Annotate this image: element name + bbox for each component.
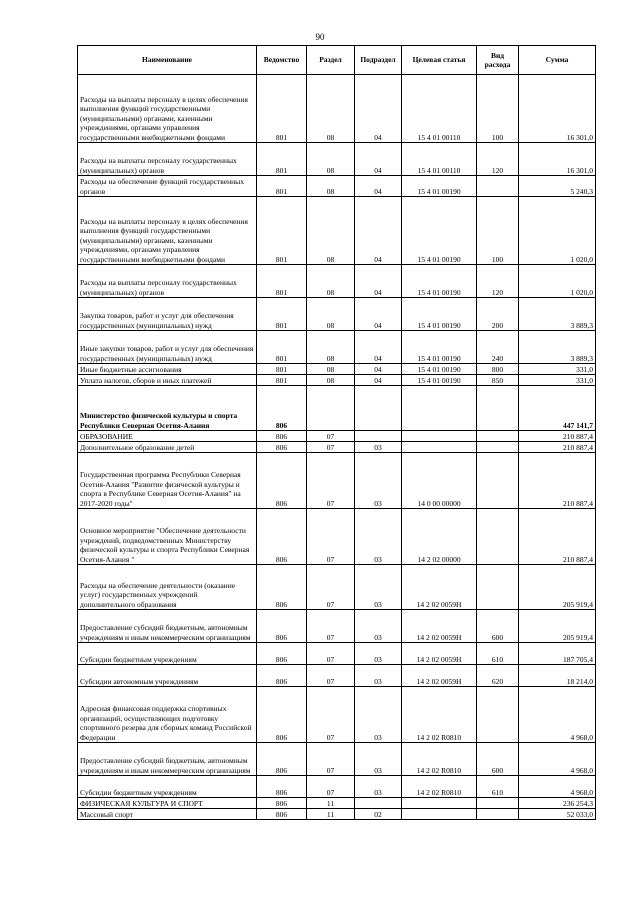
row-sum: 187 705,4 <box>519 643 596 665</box>
row-sum: 16 301,0 <box>519 75 596 143</box>
row-section: 07 <box>307 743 355 776</box>
header-section: Раздел <box>307 46 355 75</box>
row-target: 14 2 02 R0810 <box>402 743 477 776</box>
row-dept: 801 <box>257 197 307 265</box>
row-name: ФИЗИЧЕСКАЯ КУЛЬТУРА И СПОРТ <box>78 798 257 809</box>
row-name: Расходы на обеспечение деятельности (оказание услуг) государственных учреждений дополнительного образования <box>78 565 257 610</box>
row-target: 15 4 01 00190 <box>402 176 477 197</box>
row-subsection <box>355 386 402 431</box>
row-target <box>402 442 477 453</box>
row-dept: 801 <box>257 176 307 197</box>
row-type <box>477 809 519 820</box>
row-subsection: 04 <box>355 143 402 176</box>
row-section: 08 <box>307 176 355 197</box>
row-section: 08 <box>307 75 355 143</box>
row-dept: 806 <box>257 643 307 665</box>
row-sum: 4 968,0 <box>519 743 596 776</box>
page-number: 90 <box>315 32 325 42</box>
row-name: Предоставление субсидий бюджетным, автономным учреждениям и иным некоммерческим организациям <box>78 743 257 776</box>
row-type: 600 <box>477 743 519 776</box>
row-dept: 806 <box>257 809 307 820</box>
row-sum: 205 919,4 <box>519 565 596 610</box>
table-row <box>78 565 596 610</box>
row-sum: 210 887,4 <box>519 431 596 442</box>
row-dept: 806 <box>257 776 307 798</box>
row-subsection: 04 <box>355 331 402 364</box>
row-section: 11 <box>307 809 355 820</box>
table-row <box>78 442 596 453</box>
table-row <box>78 176 596 197</box>
row-subsection: 03 <box>355 565 402 610</box>
row-subsection: 03 <box>355 665 402 687</box>
row-target <box>402 386 477 431</box>
table-row <box>78 197 596 265</box>
row-dept: 806 <box>257 565 307 610</box>
table-row <box>78 809 596 820</box>
row-target: 14 2 02 0059Н <box>402 643 477 665</box>
row-sum: 331,0 <box>519 375 596 386</box>
row-sum: 1 020,0 <box>519 265 596 298</box>
row-target: 14 2 02 R0810 <box>402 776 477 798</box>
row-dept: 806 <box>257 665 307 687</box>
row-type <box>477 509 519 565</box>
row-section: 07 <box>307 442 355 453</box>
row-target: 15 4 01 00110 <box>402 143 477 176</box>
row-section: 07 <box>307 509 355 565</box>
row-dept: 806 <box>257 610 307 643</box>
row-sum: 16 301,0 <box>519 143 596 176</box>
row-name: Дополнительное образование детей <box>78 442 257 453</box>
row-name: Адресная финансовая поддержка спортивных организаций, осуществляющих подготовку спортивного резерва для сборных команд Российской Федерации <box>78 687 257 743</box>
row-sum: 331,0 <box>519 364 596 375</box>
row-target: 15 4 01 00190 <box>402 331 477 364</box>
row-section: 07 <box>307 687 355 743</box>
row-subsection: 03 <box>355 509 402 565</box>
row-dept: 806 <box>257 743 307 776</box>
table-row <box>78 75 596 143</box>
header-dept: Ведомство <box>257 46 307 75</box>
row-section: 08 <box>307 197 355 265</box>
row-section: 08 <box>307 265 355 298</box>
table-row <box>78 143 596 176</box>
row-target: 15 4 01 00190 <box>402 265 477 298</box>
row-type: 120 <box>477 265 519 298</box>
row-type <box>477 687 519 743</box>
row-section: 07 <box>307 431 355 442</box>
table-body <box>78 75 596 820</box>
row-name: Расходы на обеспечение функций государственных органов <box>78 176 257 197</box>
row-type <box>477 565 519 610</box>
row-sum: 210 887,4 <box>519 509 596 565</box>
row-target: 14 2 02 0059Н <box>402 610 477 643</box>
row-sum: 1 020,0 <box>519 197 596 265</box>
row-sum: 447 141,7 <box>519 386 596 431</box>
row-dept: 806 <box>257 687 307 743</box>
row-subsection <box>355 431 402 442</box>
table-row <box>78 610 596 643</box>
row-subsection: 04 <box>355 364 402 375</box>
table-row <box>78 509 596 565</box>
row-subsection: 03 <box>355 442 402 453</box>
row-name: Расходы на выплаты персоналу в целях обеспечения выполнения функций государственными (муниципальными) органами, казенными учреждениями, органами управления государственными внебюджетными фондами <box>78 197 257 265</box>
row-section: 08 <box>307 375 355 386</box>
row-name: Расходы на выплаты персоналу государственных (муниципальных) органов <box>78 143 257 176</box>
row-target <box>402 798 477 809</box>
table-row <box>78 643 596 665</box>
row-type <box>477 431 519 442</box>
row-sum: 4 968,0 <box>519 776 596 798</box>
row-section: 07 <box>307 565 355 610</box>
table-row <box>78 364 596 375</box>
row-type: 200 <box>477 298 519 331</box>
row-sum: 210 887,4 <box>519 453 596 509</box>
header-name: Наименование <box>78 46 257 75</box>
row-name: Закупка товаров, работ и услуг для обеспечения государственных (муниципальных) нужд <box>78 298 257 331</box>
row-name: Массовый спорт <box>78 809 257 820</box>
row-type: 120 <box>477 143 519 176</box>
row-name: Субсидии автономным учреждениям <box>78 665 257 687</box>
table-row <box>78 375 596 386</box>
row-sum: 3 889,3 <box>519 331 596 364</box>
row-name: Иные бюджетные ассигнования <box>78 364 257 375</box>
table-row <box>78 431 596 442</box>
row-subsection: 03 <box>355 743 402 776</box>
row-dept: 801 <box>257 298 307 331</box>
row-sum: 52 033,0 <box>519 809 596 820</box>
row-dept: 801 <box>257 364 307 375</box>
row-target: 15 4 01 00190 <box>402 375 477 386</box>
row-target: 15 4 01 00110 <box>402 75 477 143</box>
row-dept: 801 <box>257 331 307 364</box>
row-name: Уплата налогов, сборов и иных платежей <box>78 375 257 386</box>
row-name: Государственная программа Республики Северная Осетия-Алания "Развитие физической культуры и спорта в Республике Северная Осетия-Алания" на 2017-2020 годы" <box>78 453 257 509</box>
row-target: 14 2 02 R0810 <box>402 687 477 743</box>
row-type: 800 <box>477 364 519 375</box>
row-sum: 18 214,0 <box>519 665 596 687</box>
row-subsection: 03 <box>355 610 402 643</box>
row-target: 15 4 01 00190 <box>402 364 477 375</box>
header-subsection: Подраздел <box>355 46 402 75</box>
header-target: Целевая статья <box>402 46 477 75</box>
row-target: 15 4 01 00190 <box>402 197 477 265</box>
row-target <box>402 431 477 442</box>
row-subsection: 03 <box>355 643 402 665</box>
row-name: Министерство физической культуры и спорта Республики Северная Осетия-Алания <box>78 386 257 431</box>
row-type: 620 <box>477 665 519 687</box>
row-type <box>477 386 519 431</box>
row-dept: 806 <box>257 798 307 809</box>
table-row <box>78 687 596 743</box>
table-row <box>78 743 596 776</box>
row-dept: 801 <box>257 143 307 176</box>
row-dept: 806 <box>257 442 307 453</box>
row-name: ОБРАЗОВАНИЕ <box>78 431 257 442</box>
row-type: 610 <box>477 776 519 798</box>
row-target: 15 4 01 00190 <box>402 298 477 331</box>
row-section: 07 <box>307 776 355 798</box>
row-target <box>402 809 477 820</box>
header-sum: Сумма <box>519 46 596 75</box>
row-section: 08 <box>307 331 355 364</box>
row-name: Расходы на выплаты персоналу в целях обеспечения выполнения функций государственными (муниципальными) органами, казенными учреждениями, органами управления государственными внебюджетными фондами <box>78 75 257 143</box>
row-type <box>477 453 519 509</box>
row-type <box>477 798 519 809</box>
row-type: 850 <box>477 375 519 386</box>
row-dept: 801 <box>257 75 307 143</box>
row-subsection: 04 <box>355 375 402 386</box>
table-row <box>78 776 596 798</box>
row-subsection: 04 <box>355 265 402 298</box>
row-dept: 806 <box>257 431 307 442</box>
row-section: 11 <box>307 798 355 809</box>
row-sum: 205 919,4 <box>519 610 596 643</box>
row-section: 07 <box>307 610 355 643</box>
row-section: 07 <box>307 643 355 665</box>
row-subsection <box>355 798 402 809</box>
row-section: 08 <box>307 143 355 176</box>
row-name: Расходы на выплаты персоналу государственных (муниципальных) органов <box>78 265 257 298</box>
row-subsection: 04 <box>355 298 402 331</box>
row-type: 100 <box>477 75 519 143</box>
row-target: 14 0 00 00000 <box>402 453 477 509</box>
row-subsection: 02 <box>355 809 402 820</box>
table-row <box>78 386 596 431</box>
row-dept: 806 <box>257 453 307 509</box>
table-row <box>78 265 596 298</box>
row-target: 14 2 02 0059Н <box>402 665 477 687</box>
table-row <box>78 331 596 364</box>
row-section: 08 <box>307 298 355 331</box>
row-target: 14 2 02 0059Н <box>402 565 477 610</box>
budget-table <box>77 45 596 820</box>
row-target: 14 2 02 00000 <box>402 509 477 565</box>
table-row <box>78 453 596 509</box>
row-dept: 801 <box>257 375 307 386</box>
row-name: Иные закупки товаров, работ и услуг для обеспечения государственных (муниципальных) нужд <box>78 331 257 364</box>
row-dept: 806 <box>257 509 307 565</box>
row-section: 07 <box>307 665 355 687</box>
row-name: Основное мероприятие "Обеспечение деятельности учреждений, подведомственных Министерству физической культуры и спорта Республики Северная Осетия-Алания " <box>78 509 257 565</box>
row-sum: 210 887,4 <box>519 442 596 453</box>
row-subsection: 03 <box>355 776 402 798</box>
row-section <box>307 386 355 431</box>
row-sum: 4 968,0 <box>519 687 596 743</box>
row-subsection: 04 <box>355 75 402 143</box>
table-row <box>78 665 596 687</box>
row-name: Предоставление субсидий бюджетным, автономным учреждениям и иным некоммерческим организациям <box>78 610 257 643</box>
row-type: 610 <box>477 643 519 665</box>
row-subsection: 04 <box>355 197 402 265</box>
table-row <box>78 298 596 331</box>
table-header-row <box>78 46 596 75</box>
row-name: Субсидии бюджетным учреждениям <box>78 643 257 665</box>
row-dept: 801 <box>257 265 307 298</box>
row-subsection: 03 <box>355 687 402 743</box>
row-sum: 5 240,3 <box>519 176 596 197</box>
row-section: 08 <box>307 364 355 375</box>
row-subsection: 04 <box>355 176 402 197</box>
row-sum: 236 254,3 <box>519 798 596 809</box>
table-row <box>78 798 596 809</box>
row-dept: 806 <box>257 386 307 431</box>
row-type: 100 <box>477 197 519 265</box>
row-type <box>477 442 519 453</box>
row-type: 600 <box>477 610 519 643</box>
row-sum: 3 889,3 <box>519 298 596 331</box>
row-section: 07 <box>307 453 355 509</box>
row-type <box>477 176 519 197</box>
row-subsection: 03 <box>355 453 402 509</box>
header-type: Вид расхода <box>477 46 519 75</box>
row-type: 240 <box>477 331 519 364</box>
row-name: Субсидии бюджетным учреждениям <box>78 776 257 798</box>
